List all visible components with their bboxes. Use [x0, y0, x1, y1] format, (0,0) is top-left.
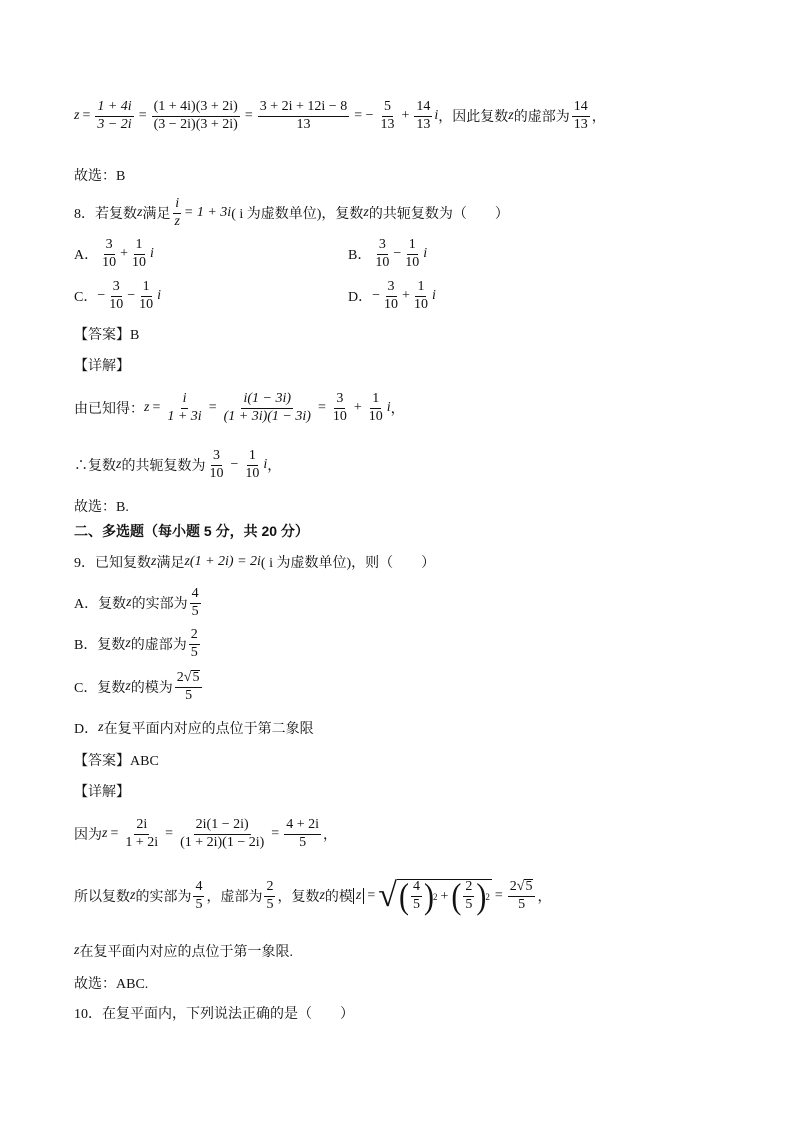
numerator: 2i [134, 818, 149, 835]
numerator: i [173, 197, 181, 214]
equals-minus: = − [354, 108, 374, 124]
denominator: 5 [518, 897, 526, 912]
denominator: 10 [102, 254, 117, 270]
text: 的模为 [130, 680, 173, 696]
var-i: i [423, 246, 428, 262]
fraction [367, 392, 385, 424]
var-z: z [126, 595, 132, 611]
numerator: 3 [386, 280, 397, 297]
q8-calculation [74, 392, 405, 424]
fraction [207, 449, 225, 481]
text: ，虚部为 [206, 890, 263, 905]
fraction [379, 100, 397, 132]
denominator: 10 [132, 254, 147, 270]
text: ( i 为虚数单位)，复数 [231, 207, 364, 223]
numerator: 2√5 [175, 670, 203, 688]
text: 在复平面内对应的点位于第一象限. [79, 945, 293, 960]
radicand: 5 [525, 879, 533, 895]
fraction [264, 880, 275, 912]
fraction [178, 818, 266, 850]
var-z: z [363, 205, 369, 221]
var-z: z [125, 636, 131, 652]
denominator: 10 [405, 254, 420, 270]
coefficient: 2 [509, 879, 517, 895]
fraction [165, 392, 203, 424]
fraction [412, 280, 430, 312]
var-i: i [434, 108, 439, 124]
fraction [175, 670, 203, 703]
var-z: z [125, 678, 131, 694]
var-z: z [102, 826, 108, 842]
fraction [193, 880, 204, 912]
text: ， [267, 459, 282, 475]
q8-choice: 故选：B. [74, 500, 129, 515]
numerator: i(1 − 3i) [241, 392, 293, 409]
numerator: 4 [193, 880, 204, 897]
plus: + [440, 888, 449, 904]
numerator: (1 + 4i)(3 + 2i) [152, 100, 240, 117]
q7-choice: 故选：B [74, 169, 126, 184]
fraction [100, 238, 118, 270]
q9-detail-heading: 【详解】 [74, 785, 130, 800]
text: ，复数 [277, 890, 320, 905]
fraction [172, 197, 181, 229]
denominator: 10 [109, 296, 124, 312]
text: 8．若复数 [74, 207, 137, 223]
equals: = [367, 888, 376, 903]
text: 的模 [324, 890, 353, 905]
equals: = [82, 108, 91, 124]
option-label: A． [74, 248, 99, 264]
numerator: 4 [190, 587, 201, 604]
numerator: 3 + 2i + 12i − 8 [258, 100, 349, 117]
numerator: 14 [572, 100, 590, 117]
text: 满足 [156, 556, 185, 571]
denominator: 10 [245, 465, 260, 481]
q7-calculation [74, 100, 606, 132]
text: 因为 [74, 828, 102, 844]
fraction [373, 238, 391, 270]
operator: + [402, 288, 410, 304]
var-z: z [130, 888, 136, 903]
denominator: 5 [195, 896, 203, 912]
radical-sign: √ [378, 877, 397, 914]
equals: = [271, 826, 280, 842]
q8-detail-heading: 【详解】 [74, 359, 130, 374]
equals: = [494, 888, 503, 903]
q10-stem: 10．在复平面内，下列说法正确的是（ ） [74, 1007, 354, 1022]
equals: = [152, 400, 161, 416]
denominator: 5 [299, 834, 307, 850]
denominator: 13 [416, 116, 431, 132]
equals: = [165, 826, 174, 842]
numerator: 3 [377, 238, 388, 255]
paren: ) [423, 876, 434, 916]
fraction [284, 818, 321, 850]
plus: + [401, 108, 410, 124]
numerator: 1 [370, 392, 381, 409]
text: ， [537, 890, 552, 905]
equals: = [244, 108, 253, 124]
var-i: i [157, 288, 162, 304]
denominator: 5 [266, 896, 274, 912]
denominator: 5 [185, 687, 193, 703]
denominator: 1 + 3i [167, 408, 202, 424]
operator: − [97, 288, 106, 304]
numerator: 1 [134, 238, 145, 255]
fraction [331, 392, 349, 424]
numerator: 14 [414, 100, 432, 117]
text: ∴复数 [74, 459, 116, 475]
option-label: D． [348, 290, 373, 306]
fraction [152, 100, 240, 132]
q9-calculation [74, 818, 337, 850]
text: ， [390, 402, 405, 418]
fraction [572, 100, 590, 132]
q8-answer: 【答案】B [74, 328, 140, 343]
text: ， [322, 828, 337, 844]
var-i: i [263, 457, 268, 473]
fraction [508, 879, 536, 912]
q9-answer: 【答案】ABC [74, 754, 159, 769]
text: 满足 [142, 207, 171, 223]
denominator: (1 + 3i)(1 − 3i) [223, 408, 311, 424]
denominator: z [174, 213, 180, 229]
numerator: 3 [111, 280, 122, 297]
text: 的虚部为 [130, 638, 187, 654]
denominator: 1 + 2i [125, 834, 159, 850]
q9-stem [74, 552, 435, 572]
equation: = 1 + 3i [183, 205, 232, 221]
var-i: i [431, 288, 436, 304]
var-z: z [74, 943, 80, 958]
paren: ) [476, 876, 487, 916]
section-heading: 二、多选题（每小题 5 分，共 20 分） [74, 523, 309, 539]
text: ( i 为虚数单位)，则（ ） [260, 556, 436, 571]
denominator: 10 [209, 465, 224, 481]
operator: + [120, 246, 129, 262]
text: 在复平面内对应的点位于第二象限 [103, 722, 314, 737]
denominator: 10 [384, 296, 399, 312]
minus: − [230, 457, 239, 473]
var-z: z [144, 400, 150, 416]
denominator: 10 [139, 296, 154, 312]
fraction [95, 100, 133, 132]
var-i: i [150, 246, 154, 262]
option-label: B． [348, 248, 372, 264]
radicand: 5 [192, 670, 200, 685]
denominator: 5 [465, 897, 473, 912]
text: 的虚部为 [513, 110, 570, 126]
numerator: 2i(1 − 2i) [194, 818, 251, 835]
fraction [463, 880, 474, 912]
equation: z(1 + 2i) = 2i [184, 554, 261, 569]
q8-option-d [348, 280, 436, 312]
fraction [411, 880, 422, 912]
fraction [123, 818, 160, 850]
numerator: 4 [411, 880, 422, 897]
denominator: (1 + 2i)(1 − 2i) [180, 834, 265, 850]
var-z: z [137, 205, 143, 221]
fraction [243, 449, 261, 481]
denominator: 13 [380, 116, 395, 132]
q8-option-c [74, 280, 161, 312]
plus: + [353, 400, 362, 416]
text: B．复数 [74, 638, 126, 654]
numerator: 2 [264, 880, 275, 897]
text: 所以复数 [74, 890, 130, 905]
var-z: z [98, 720, 104, 735]
denominator: 10 [368, 408, 383, 424]
numerator: 3 [334, 392, 345, 409]
equals: = [317, 400, 326, 416]
denominator: 5 [412, 897, 420, 912]
numerator: 1 + 4i [95, 100, 133, 117]
q9-result [74, 876, 552, 916]
paren: ( [398, 876, 409, 916]
numerator: 5 [382, 100, 393, 117]
q9-option-c [74, 670, 204, 703]
paren: ( [451, 876, 462, 916]
denominator: 13 [573, 116, 588, 132]
numerator: 2√5 [508, 879, 536, 897]
text: 的共轭复数为 [121, 459, 206, 475]
q9-choice: 故选：ABC. [74, 977, 149, 992]
text: 的实部为 [131, 597, 188, 613]
text: D． [74, 722, 99, 737]
fraction [190, 587, 201, 619]
var-z: z [116, 457, 122, 473]
numerator: 3 [211, 449, 222, 466]
denominator: 3 − 2i [97, 116, 132, 132]
q8-conjugate [74, 449, 281, 481]
equals: = [208, 400, 217, 416]
operator: − [127, 288, 136, 304]
denominator: 10 [332, 408, 347, 424]
q9-quadrant [74, 941, 293, 961]
numerator: 1 [407, 238, 418, 255]
option-label: C． [74, 290, 98, 306]
numerator: i [181, 392, 189, 409]
var-z: z [508, 108, 514, 124]
fraction [137, 280, 155, 312]
text: 的实部为 [135, 890, 192, 905]
fraction [222, 392, 313, 424]
denominator: (3 − 2i)(3 + 2i) [153, 116, 238, 132]
exponent: 2 [485, 891, 490, 902]
numerator: 3 [104, 238, 115, 255]
fraction [403, 238, 421, 270]
fraction [258, 100, 349, 132]
denominator: 10 [413, 296, 428, 312]
q8-option-b [348, 238, 427, 270]
numerator: 1 [247, 449, 258, 466]
equals: = [138, 108, 147, 124]
text: ， [591, 110, 606, 126]
text: A．复数 [74, 597, 127, 613]
numerator: 2 [463, 880, 474, 897]
fraction [130, 238, 148, 270]
fraction [414, 100, 432, 132]
fraction [382, 280, 400, 312]
abs-z: z [353, 888, 364, 903]
text: 的共轭复数为（ ） [368, 207, 509, 223]
denominator: 5 [190, 644, 198, 660]
var-z: z [319, 888, 325, 903]
fraction [107, 280, 125, 312]
text: ，因此复数 [438, 110, 509, 126]
fraction [189, 628, 200, 660]
radicand-expression [397, 876, 492, 916]
operator: − [372, 288, 381, 304]
var-z: z [151, 554, 157, 569]
numerator: 1 [415, 280, 426, 297]
q9-option-d [74, 718, 314, 738]
text: 由已知得： [74, 402, 144, 418]
numerator: 2 [189, 628, 200, 645]
q8-stem [74, 197, 509, 229]
coefficient: 2 [176, 670, 184, 685]
denominator: 13 [296, 116, 311, 132]
exponent: 2 [432, 891, 438, 902]
q9-option-b [74, 628, 202, 660]
operator: − [393, 246, 402, 262]
equals: = [110, 826, 119, 842]
text: C．复数 [74, 680, 126, 696]
denominator: 5 [191, 603, 199, 619]
denominator: 10 [375, 254, 390, 270]
numerator: 4 + 2i [284, 818, 321, 835]
numerator: 1 [141, 280, 152, 297]
text: 9．已知复数 [74, 556, 151, 571]
var-z: z [74, 108, 80, 124]
q9-option-a [74, 587, 203, 619]
q8-option-a [74, 238, 154, 270]
var-i: i [386, 400, 391, 416]
